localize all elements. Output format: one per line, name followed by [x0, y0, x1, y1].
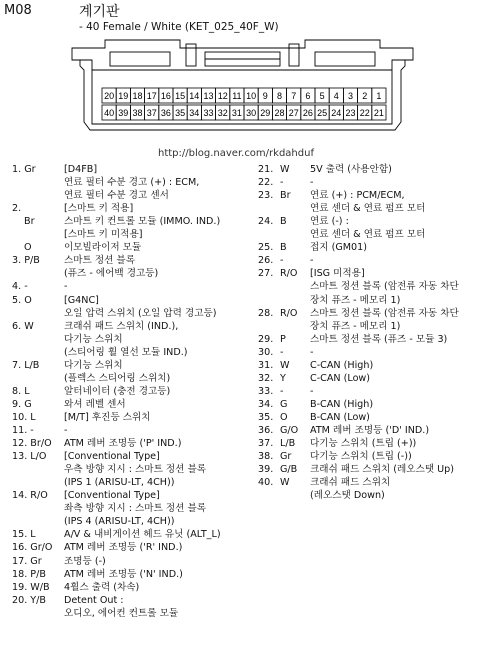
- pin-number: 7. L/B: [12, 359, 40, 371]
- pin-number: 12: [217, 91, 228, 101]
- pin-number: 17: [146, 91, 157, 101]
- pin-description: Detent Out :: [64, 594, 124, 606]
- pin-number: 13. L/O: [12, 451, 47, 463]
- pin-description: 연료 (-) :: [310, 216, 349, 228]
- pin-number: 39: [118, 108, 129, 118]
- pin-number: 36: [160, 108, 171, 118]
- pin-number: 23: [345, 108, 356, 118]
- pin-description: 접지 (GM01): [310, 242, 367, 254]
- pin-description: [M/T] 후진등 스위치: [64, 411, 151, 423]
- wire-color: -: [280, 385, 284, 397]
- pin-number: 16. Gr/O: [12, 542, 53, 554]
- pin-description: 스마트 정션 블록 (암전류 자동 차단: [310, 307, 459, 319]
- pin-number: 26: [302, 108, 313, 118]
- pin-description: 스마트 정션 블록: [64, 255, 135, 267]
- pin-number: 26.: [258, 255, 274, 267]
- pin-description: [Conventional Type]: [64, 451, 160, 463]
- pin-number: 5. O: [12, 294, 32, 306]
- pin-number: 1: [376, 91, 382, 101]
- pin-number: 31: [231, 108, 242, 118]
- pin-number: 40.: [258, 477, 274, 489]
- pin-description: 다기능 스위치: [64, 333, 123, 345]
- wire-color: Br: [24, 216, 35, 228]
- wire-color: -: [280, 255, 284, 267]
- pin-number: 16: [160, 91, 171, 101]
- pin-description: 스마트 정션 블록 (암전류 자동 차단: [310, 281, 459, 293]
- pin-description: [스마트 키 적용]: [64, 203, 134, 215]
- pin-number: 4: [333, 91, 339, 101]
- pin-description: 우측 방향 지시 : 스마트 정션 블록: [64, 464, 207, 476]
- wire-color: L/B: [280, 438, 296, 450]
- pin-description: [스마트 키 미적용]: [64, 229, 143, 241]
- pin-description: 크래쉬 패드 스위치: [310, 477, 391, 489]
- wire-color: W: [280, 359, 290, 371]
- wire-color: G/B: [280, 464, 298, 476]
- pin-description: 스마트 정션 블록 (퓨즈 - 모듈 3): [310, 333, 448, 345]
- pin-number: 22: [359, 108, 370, 118]
- pin-number: 27: [288, 108, 299, 118]
- pin-description: 조명등 (-): [64, 555, 106, 567]
- pin-description: (IPS 1 (ARISU-LT, 4CH)): [64, 477, 175, 489]
- pin-description: -: [64, 281, 68, 293]
- pin-number: 17. Gr: [12, 555, 42, 567]
- pin-number: 14. R/O: [12, 490, 48, 502]
- pin-number: 37: [146, 108, 157, 118]
- pin-number: 33: [203, 108, 214, 118]
- connector-code: M08: [4, 3, 32, 18]
- pin-number: 7: [291, 91, 297, 101]
- pin-description: -: [310, 177, 314, 189]
- wire-color: W: [280, 164, 290, 175]
- pin-number: 15: [175, 91, 186, 101]
- wire-color: G/O: [280, 425, 299, 436]
- pin-number: 31.: [258, 359, 274, 371]
- pin-number: 24.: [258, 216, 274, 228]
- pin-number: 35.: [258, 411, 274, 423]
- pin-description: 연료 필터 수분 경고 (+) : ECM,: [64, 177, 200, 189]
- pin-description: 스마트 키 컨트롤 모듈 (IMMO. IND.): [64, 216, 221, 228]
- pin-description: (퓨즈 - 에어백 경고등): [64, 268, 159, 280]
- pin-number: 32.: [258, 372, 274, 384]
- pin-number: 8: [276, 91, 283, 101]
- pin-number: 24: [331, 108, 342, 118]
- wire-color: Gr: [280, 451, 292, 463]
- pin-number: 34.: [258, 398, 274, 410]
- pin-number: 9. G: [12, 398, 32, 410]
- pin-number: 25: [317, 108, 328, 118]
- pin-description: (IPS 4 (ARISU-LT, 4CH)): [64, 516, 175, 528]
- pin-number: 29.: [258, 333, 274, 345]
- pin-description: ATM 레버 조명등 ('D' IND.): [310, 425, 430, 436]
- pin-number: 9: [262, 91, 268, 101]
- pin-description: ATM 레버 조명등 ('R' IND.): [64, 542, 183, 554]
- wire-color: -: [280, 346, 284, 358]
- pin-description: -: [310, 255, 314, 267]
- pin-number: 13: [203, 91, 214, 101]
- pin-description: B-CAN (High): [310, 398, 374, 410]
- wire-color: -: [280, 177, 284, 189]
- wire-color: W: [280, 477, 290, 489]
- pin-description: ATM 레버 조명등 ('P' IND.): [64, 438, 182, 450]
- pin-description: 좌측 방향 지시 : 스마트 정션 블록: [64, 503, 207, 515]
- pin-number: 23.: [258, 190, 274, 202]
- pin-number: 8. L: [12, 385, 30, 397]
- pin-number: 32: [217, 108, 228, 118]
- pin-number: 19: [118, 91, 129, 101]
- wire-color: B: [280, 242, 287, 254]
- pin-number: 37.: [258, 438, 274, 450]
- wire-color: R/O: [280, 268, 298, 280]
- pin-number: 27.: [258, 268, 274, 280]
- pin-description: (스티어링 휠 열선 모듈 IND.): [64, 346, 188, 358]
- pin-description: 다기능 스위치 (트립 (+)): [310, 438, 417, 450]
- pin-number: 30.: [258, 346, 274, 358]
- pin-number: 3: [347, 91, 354, 101]
- pin-description: -: [310, 385, 314, 397]
- pin-description: C-CAN (Low): [310, 372, 371, 384]
- pin-description: 장치 퓨즈 - 메모리 1): [310, 320, 401, 332]
- pin-number: 5: [319, 91, 325, 101]
- pin-number: 25.: [258, 242, 274, 254]
- pin-number: 30: [246, 108, 257, 118]
- pin-description: 와셔 레벨 센서: [64, 398, 126, 410]
- pin-number: 29: [260, 108, 271, 118]
- pin-number: 4. -: [12, 281, 28, 293]
- pin-description: 오디오, 에어컨 컨트롤 모듈: [64, 607, 179, 619]
- pin-number: 20. Y/B: [12, 594, 46, 606]
- pin-number: 15. L: [12, 529, 36, 541]
- wire-color: Br: [280, 190, 291, 202]
- pin-number: 11: [232, 91, 242, 101]
- pin-number: 36.: [258, 425, 274, 436]
- pin-number: 6. W: [12, 320, 34, 332]
- pin-number: 40: [104, 108, 115, 118]
- pin-description: [ISG 미적용]: [310, 268, 365, 280]
- pin-description: ATM 레버 조명등 ('N' IND.): [64, 568, 183, 580]
- pin-number: 18. P/B: [12, 568, 46, 580]
- pin-number: 11. -: [12, 425, 34, 436]
- pin-description: 연료 (+) : PCM/ECM,: [310, 190, 405, 202]
- pin-number: 3. P/B: [12, 255, 40, 267]
- pin-description: -: [64, 425, 68, 436]
- pin-number: 21: [373, 108, 384, 118]
- pin-description: 장치 퓨즈 - 메모리 1): [310, 294, 401, 306]
- wire-color: G: [280, 398, 288, 410]
- pin-number: 39.: [258, 464, 274, 476]
- pin-number: 28.: [258, 307, 274, 319]
- pin-number: 38.: [258, 451, 274, 463]
- pin-description: B-CAN (Low): [310, 411, 370, 423]
- pin-number: 6: [305, 91, 311, 101]
- pin-number: 10: [246, 91, 257, 101]
- pin-description: 5V 출력 (사용안함): [310, 164, 392, 175]
- wire-color: P: [280, 333, 286, 345]
- pin-number: 10. L: [12, 411, 36, 423]
- pin-description: 다기능 스위치: [64, 359, 123, 371]
- pin-number: 19. W/B: [12, 581, 50, 593]
- pin-description: 연료 센더 & 연료 펌프 모터: [310, 203, 426, 215]
- pin-description: 오일 압력 스위치 (오일 압력 경고등): [64, 307, 217, 319]
- pin-description: [G4NC]: [64, 294, 99, 306]
- pin-number: 38: [132, 108, 143, 118]
- pin-number: 21.: [258, 164, 274, 175]
- pin-description: 크래쉬 패드 스위치 (레오스탯 Up): [310, 464, 455, 476]
- pin-number: 22.: [258, 177, 274, 189]
- pin-number: 35: [175, 108, 186, 118]
- pin-number: 28: [274, 108, 285, 118]
- connector-diagram: [0, 0, 493, 145]
- pin-number: 34: [189, 108, 200, 118]
- pin-description: 다기능 스위치 (트립 (-)): [310, 451, 412, 463]
- pin-description: (레오스탯 Down): [310, 490, 385, 502]
- pin-number: 14: [189, 91, 200, 101]
- pin-description: -: [310, 346, 314, 358]
- wire-color: R/O: [280, 307, 298, 319]
- pin-number: 2: [362, 91, 368, 101]
- pin-description: 이모빌라이저 모듈: [64, 242, 142, 254]
- connector-subtitle: - 40 Female / White (KET_025_40F_W): [79, 21, 279, 33]
- wire-color: B: [280, 216, 287, 228]
- wire-color: O: [24, 242, 32, 254]
- page-title: 계기판: [79, 4, 120, 20]
- pin-description: A/V & 내비게이션 헤드 유닛 (ALT_L): [64, 529, 221, 541]
- pin-number: 33.: [258, 385, 274, 397]
- pin-description: [Conventional Type]: [64, 490, 160, 502]
- pin-description: 크래쉬 패드 스위치 (IND.),: [64, 320, 179, 332]
- pin-description: 알터네이터 (충전 경고등): [64, 385, 171, 397]
- pin-description: (플렉스 스티어링 스위치): [64, 372, 171, 384]
- pin-description: C-CAN (High): [310, 359, 374, 371]
- wire-color: Y: [280, 372, 286, 384]
- pin-description: 4휠스 출력 (차속): [64, 581, 140, 593]
- pin-number: 20: [104, 91, 115, 101]
- pin-description: 연료 필터 수분 경고 센서: [64, 190, 169, 202]
- pin-description: [D4FB]: [64, 164, 98, 175]
- wire-color: O: [280, 411, 288, 423]
- pin-number: 2.: [12, 203, 22, 215]
- watermark-url[interactable]: http://blog.naver.com/rkdahduf: [158, 148, 314, 159]
- pin-number: 12. Br/O: [12, 438, 52, 450]
- pin-number: 1. Gr: [12, 164, 36, 175]
- pin-number: 18: [132, 91, 143, 101]
- pin-description: 연료 센더 & 연료 펌프 모터: [310, 229, 426, 241]
